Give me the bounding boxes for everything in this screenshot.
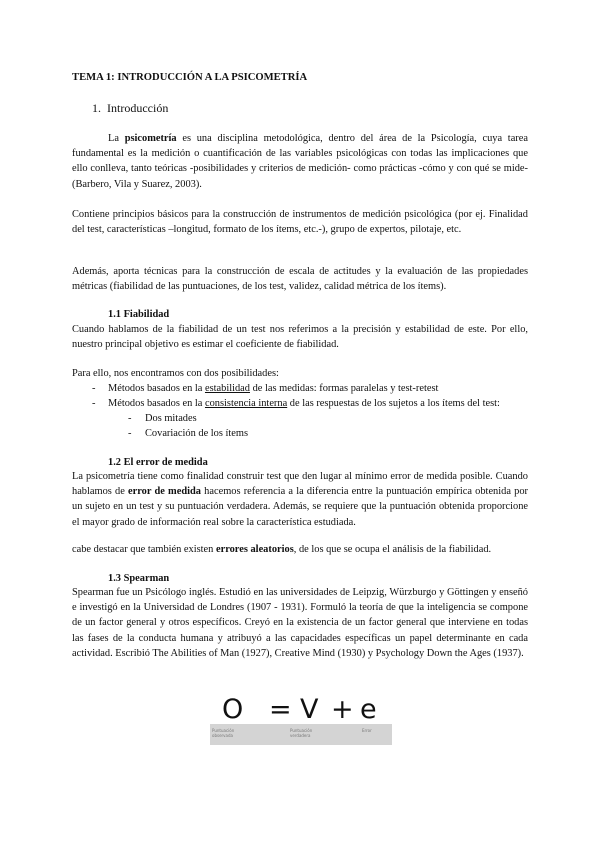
formula-symbol-plus: + xyxy=(331,694,354,725)
paragraph-spearman: Spearman fue un Psicólogo inglés. Estudió en las universidades de Leipzig, Würzburgo y Göttingen y enseñó e investigó en la Universidad de Londres (1907 - 1931). Formuló la teoría de que la inteligencia se compone de un factor general y otros específicos. Creyó en la existencia de un factor general que interviene en todas las fases de la conducta humana y atribuyó a las capacidades específicas un papel determinante en cada actividad. Escribió The Abilities of Man (1927), Creative Mind (1930) y Psychology Down the Ages (1937). xyxy=(72,587,528,659)
paragraph-text: cabe destacar que también existen xyxy=(72,544,216,555)
section-heading-introduccion xyxy=(92,101,168,116)
list-item-text: Métodos basados en la xyxy=(108,398,205,409)
paragraph-text: La psicometría tiene como finalidad construir test que den lugar al mínimo error de medida posible. Cuando hablamos de xyxy=(72,471,528,498)
section-title: Introducción xyxy=(107,101,169,115)
formula-symbol-equals: = xyxy=(269,694,292,725)
paragraph-fiabilidad: Cuando hablamos de la fiabilidad de un test nos referimos a la precisión y estabilidad de este. Por ello, nuestro principal objetivo es estimar el coeficiente de fiabilidad. xyxy=(72,324,528,351)
formula-caption: Puntuación observada xyxy=(212,728,235,738)
bullet-dash: - xyxy=(92,398,96,409)
subsection-heading-error: 1.2 El error de medida xyxy=(108,457,208,468)
term-errores-aleatorios: errores aleatorios xyxy=(215,544,294,555)
formula-symbol-o: O xyxy=(222,694,244,725)
underlined-term: estabilidad xyxy=(204,383,250,394)
formula-caption: Puntuación verdadera xyxy=(290,728,313,738)
formula-image xyxy=(210,694,392,745)
paragraph-principles: Contiene principios básicos para la construcción de instrumentos de medición psicológica (por ej. Finalidad del test, características –longitud, formato de los ítems, etc.-), grupo de expertos, pilotaje, etc. xyxy=(72,209,528,236)
formula-symbol-e: e xyxy=(360,694,377,725)
document-title: TEMA 1: INTRODUCCIÓN A LA PSICOMETRÍA xyxy=(72,72,308,83)
sub-list-item-text: Dos mitades xyxy=(145,413,197,424)
bullet-dash: - xyxy=(128,428,132,439)
paragraph-techniques: Además, aporta técnicas para la construcción de escala de actitudes y la evaluación de las propiedades métricas (fiabilidad de las puntuaciones, de los test, validez, calidad métrica de los ítems). xyxy=(72,266,528,293)
paragraph-text: , de los que se ocupa el análisis de la fiabilidad. xyxy=(293,544,492,555)
term-error-de-medida: error de medida xyxy=(128,486,201,498)
list-item-text: de las respuestas de los sujetos a los ítems del test: xyxy=(287,398,500,409)
bullet-dash: - xyxy=(92,383,96,394)
paragraph-text: hacemos referencia a la diferencia entre la puntuación empírica obtenida por un sujeto en un test y su puntuación verdadera. Además, se requiere que la puntuación obtenida proporcione el mayor grado de información real sobre la característica estudiada. xyxy=(72,486,528,528)
paragraph-definition xyxy=(72,131,528,192)
underlined-term: consistencia interna xyxy=(204,398,288,409)
term-psicometria: psicometría xyxy=(124,133,177,144)
bullet-dash: - xyxy=(128,413,132,424)
section-number: 1. xyxy=(92,101,101,115)
formula-caption: Error xyxy=(362,728,372,733)
sub-list-item-text: Covariación de los ítems xyxy=(145,428,249,439)
paragraph-text: es una disciplina metodológica, dentro del área de la Psicología, cuya tarea fundamental es la medición o cuantificación de las variables psicológicas con todas las implicaciones que ello conlleva, tanto teóricas -posibilidades y criterios de medición- como prácticas -cómo y con qué se mide- (Barbero, Vila y Suarez, 2003). xyxy=(72,133,528,190)
paragraph-possibilities: Para ello, nos encontramos con dos posibilidades: xyxy=(72,368,279,379)
paragraph-error xyxy=(72,469,528,530)
subsection-heading-spearman: 1.3 Spearman xyxy=(108,573,170,584)
formula-symbol-v: V xyxy=(300,694,319,725)
subsection-heading-fiabilidad: 1.1 Fiabilidad xyxy=(108,309,170,320)
paragraph-text: La xyxy=(108,133,125,144)
list-item-text: Métodos basados en la xyxy=(108,383,205,394)
paragraph-errores-aleatorios xyxy=(72,542,528,557)
list-item-text: de las medidas: formas paralelas y test-retest xyxy=(249,383,439,394)
